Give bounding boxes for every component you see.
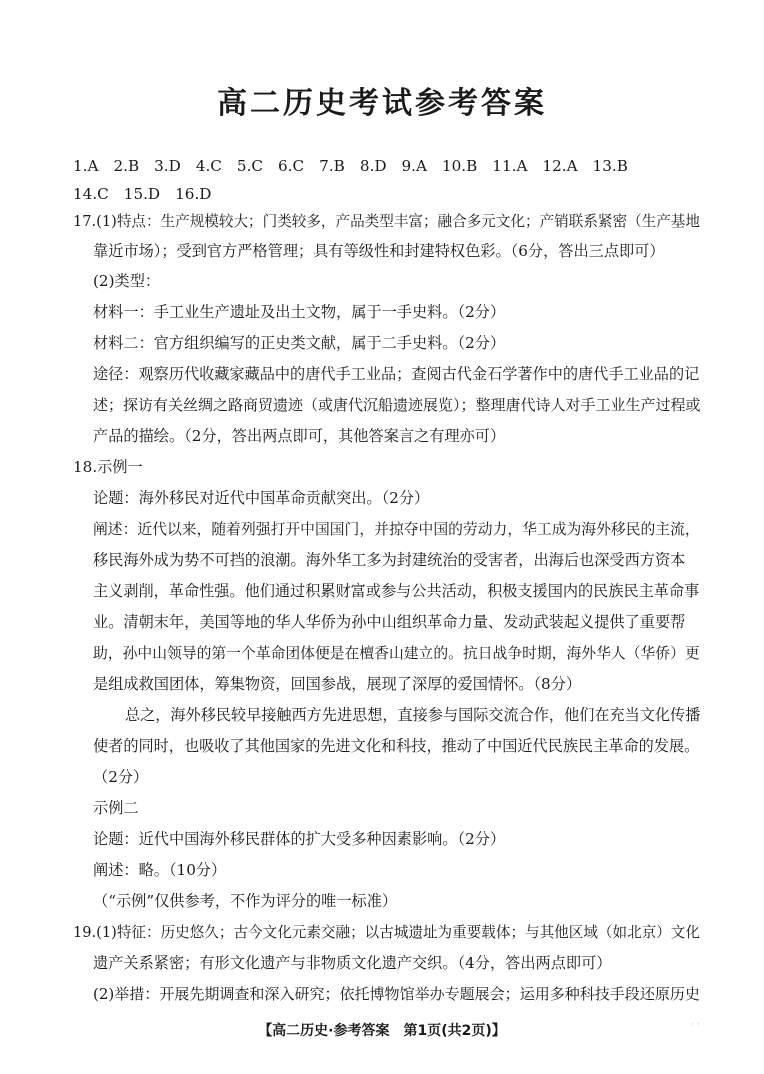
q19-line-3: (2)举措：开展先期调查和深入研究；依托博物馆举办专题展会；运用多种科技手段还原历史 <box>93 985 700 1003</box>
q18-line-6: 业。清朝末年，美国等地的华人华侨为孙中山组织革命力量、发动武装起义提供了重要帮 <box>93 613 686 631</box>
q18-line-14: 阐述：略。（10分） <box>93 861 227 879</box>
q18-line-5: 主义剥削，革命性强。他们通过积累财富或参与公共活动，积极支援国内的民族民主革命事 <box>93 582 700 600</box>
q18-line-7: 助，孙中山领导的第一个革命团体便是在檀香山建立的。抗日战争时期，海外华人（华侨）更 <box>93 645 700 662</box>
mc-answer: 13.B <box>592 157 628 175</box>
q18-line-11: （2分） <box>93 768 149 786</box>
q17-line-7: 述；探访有关丝绸之路商贸遗迹（或唐代沉船遗迹展览）；整理唐代诗人对手工业生产过程或 <box>93 396 701 414</box>
q17-line-2: 靠近市场）；受到官方严格管理；具有等级性和封建特权色彩。（6分，答出三点即可） <box>93 242 665 260</box>
q17-line-8: 产品的描绘。（2分，答出两点即可，其他答案言之有理亦可） <box>93 427 506 445</box>
mc-answer: 12.A <box>542 157 578 175</box>
mc-answer: 15.D <box>123 185 161 203</box>
mc-answer: 5.C <box>236 157 264 175</box>
multiple-choice-answers <box>73 152 693 208</box>
mc-answer: 14.C <box>73 185 109 203</box>
q17-line-6: 途径：观察历代收藏家藏品中的唐代手工业品；查阅古代金石学著作中的唐代手工业品的记 <box>93 365 700 383</box>
page-title: 高二历史考试参考答案 <box>217 86 547 121</box>
mc-answer: 2.B <box>113 157 140 175</box>
q18-line-8: 是组成救国团体，筹集物资，回国参战，展现了深厚的爱国情怀。（8分） <box>93 675 582 693</box>
q18-line-15: （“示例”仅供参考，不作为评分的唯一标准） <box>93 892 398 910</box>
mc-answer: 10.B <box>441 157 478 175</box>
q17-line-1: 17.(1)特点：生产规模较大；门类较多，产品类型丰富；融合多元文化；产销联系紧密（生产基地 <box>73 213 700 230</box>
q18-line-13: 论题：近代中国海外移民群体的扩大受多种因素影响。（2分） <box>93 830 506 848</box>
q19-line-2: 遗产关系紧密；有形文化遗产与非物质文化遗产交织。（4分，答出两点即可） <box>93 954 612 972</box>
page-footer: 【高二历史·参考答案 第1页(共2页)】 <box>258 1023 506 1039</box>
q18-line-12: 示例二 <box>93 799 139 817</box>
mc-answer: 7.B <box>319 157 345 175</box>
mc-answer: 6.C <box>278 157 305 175</box>
mc-answer: 1.A <box>73 157 99 175</box>
mc-answer: 4.C <box>195 157 222 175</box>
q17-line-5: 材料二：官方组织编写的正史类文献，属于二手史料。（2分） <box>93 334 506 352</box>
q18-line-9: 总之，海外移民较早接触西方先进思想，直接参与国际交流合作，他们在充当文化传播 <box>125 706 701 724</box>
q18-line-4: 移民海外成为势不可挡的浪潮。海外华工多为封建统治的受害者，出海后也深受西方资本 <box>93 551 686 569</box>
q18-line-2: 论题：海外移民对近代中国革命贡献突出。（2分） <box>93 489 430 507</box>
q18-line-3: 阐述：近代以来，随着列强打开中国国门，并掠夺中国的劳动力，华工成为海外移民的主流， <box>93 521 700 538</box>
mc-answer: 3.D <box>154 157 181 175</box>
mc-answer: 8.D <box>359 157 387 175</box>
q17-line-3: (2)类型： <box>93 272 161 290</box>
q18-line-1: 18.示例一 <box>73 458 143 476</box>
mc-answer: 9.A <box>401 157 427 175</box>
q18-line-10: 使者的同时，也吸收了其他国家的先进文化和科技，推动了中国近代民族民主革命的发展。 <box>93 737 700 755</box>
mc-answer: 11.A <box>492 157 528 175</box>
q17-line-4: 材料一：手工业生产遗址及出土文物，属于一手史料。（2分） <box>93 303 506 321</box>
q19-line-1: 19.(1)特征：历史悠久；古今文化元素交融；以古城遗址为重要载体；与其他区域（如北京）文化 <box>73 924 700 941</box>
mc-answer: 16.D <box>175 185 212 203</box>
corner-mark: · · <box>691 1020 700 1030</box>
